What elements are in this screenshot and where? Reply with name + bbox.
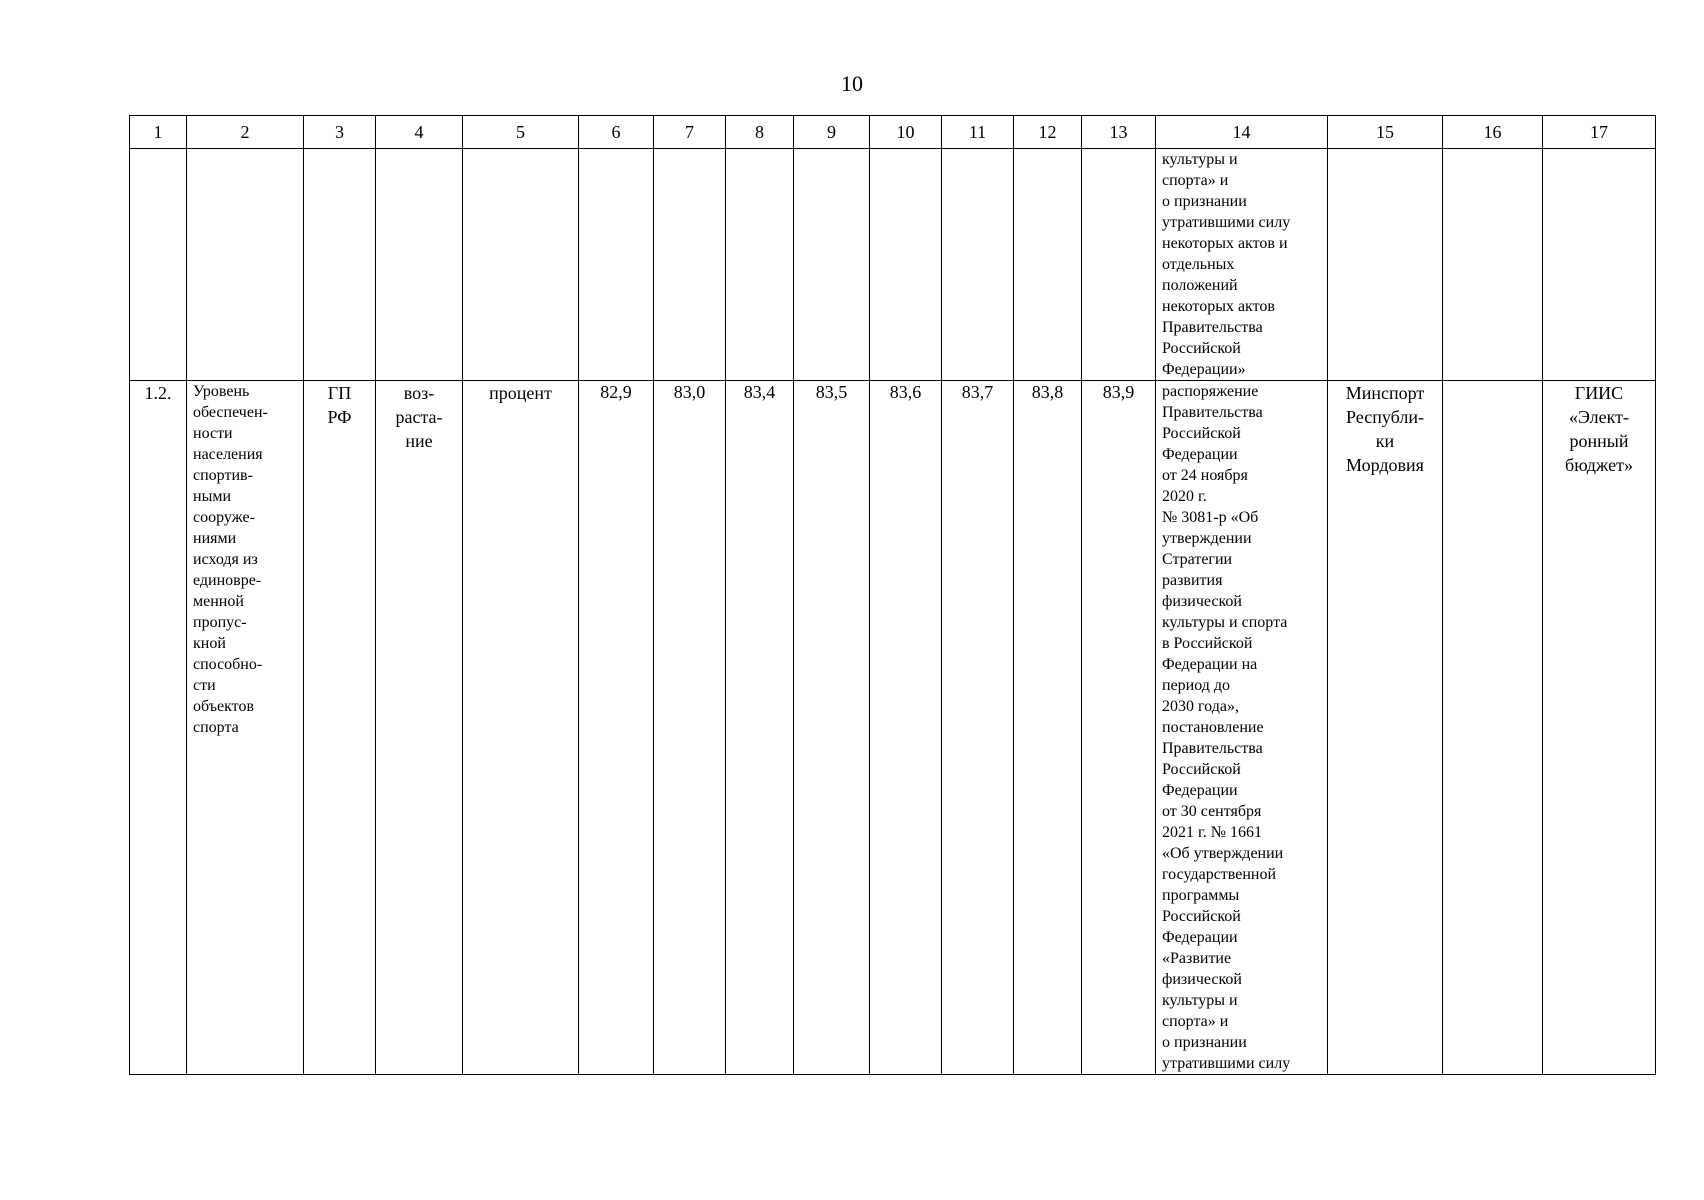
cell-text-line: Российской [1162,761,1241,778]
column-number: 14 [1156,116,1328,149]
cell-text-line: менной [193,593,244,610]
cell-text-line: населения [193,446,263,463]
empty-cell [1328,149,1443,381]
cell-text-line: в Российской [1162,635,1253,652]
column-number: 2 [187,116,304,149]
indicator-name-cell [187,381,304,1075]
value-cell: 83,9 [1082,381,1156,1075]
cell-text-line: Правительства [1162,319,1263,336]
column-number: 3 [304,116,376,149]
cell-text-line: положений [1162,277,1238,294]
cell-text-line: утверждении [1162,530,1252,547]
empty-cell [794,149,870,381]
column-number: 11 [942,116,1014,149]
cell-text-line: сти [193,677,216,694]
information-system-cell [1543,381,1656,1075]
cell-text-line: ности [193,425,233,442]
indicator-level-cell [304,381,376,1075]
value-cell: 83,5 [794,381,870,1075]
cell-text-line: ными [193,488,231,505]
cell-text-line: Мордовия [1346,455,1424,475]
cell-text-line: «Элект- [1569,407,1629,427]
value-cell: 83,6 [870,381,942,1075]
column-number-row [130,116,1656,149]
empty-cell [654,149,726,381]
cell-text-line: распоряжение [1162,383,1259,400]
cell-text-line: Федерации» [1162,361,1246,378]
empty-cell [726,149,794,381]
cell-text-line: спорта» и [1162,1013,1229,1030]
cell-text-line: период до [1162,677,1231,694]
empty-cell [1443,149,1543,381]
cell-text-line: единовре- [193,572,262,589]
column-number: 13 [1082,116,1156,149]
cell-text-line: Правительства [1162,404,1263,421]
cell-text-line: № 3081-р «Об [1162,509,1259,526]
cell-text-line: РФ [327,407,352,427]
empty-cell [942,149,1014,381]
cell-text-line: Федерации [1162,782,1238,799]
cell-text-line: Федерации [1162,446,1238,463]
cell-text-line: обеспечен- [193,404,268,421]
empty-cell [1082,149,1156,381]
unit-cell: процент [463,381,579,1075]
table-row-continuation [130,149,1656,381]
indicator-trend-cell [376,381,463,1075]
cell-text-line: спорта» и [1162,172,1229,189]
cell-text-line: утратившими силу [1162,1055,1291,1072]
cell-text-line: ронный [1569,431,1629,451]
cell-text-line: Минспорт [1345,383,1425,403]
column-number: 4 [376,116,463,149]
empty-cell [1543,149,1656,381]
column-number: 1 [130,116,187,149]
cell-text-line: Российской [1162,425,1241,442]
cell-text-line: Стратегии [1162,551,1233,568]
cell-text-line: развития [1162,572,1223,589]
cell-text-line: 2021 г. № 1661 [1162,824,1263,841]
value-cell: 83,0 [654,381,726,1075]
cell-text-line: пропус- [193,614,247,631]
cell-text-line: утратившими силу [1162,214,1291,231]
empty-cell [870,149,942,381]
cell-text-line: от 30 сентября [1162,803,1262,820]
empty-cell [130,149,187,381]
responsible-cell [1328,381,1443,1075]
column-number: 6 [579,116,654,149]
cell-text-line: исходя из [193,551,258,568]
cell-text-line: от 24 ноября [1162,467,1248,484]
page-number: 10 [841,71,863,96]
cell-text-line: Российской [1162,908,1241,925]
cell-text-line: культуры и [1162,151,1238,168]
cell-text-line: спортив- [193,467,253,484]
empty-cell [376,149,463,381]
cell-text-line: Республи- [1346,407,1424,427]
column-number: 7 [654,116,726,149]
cell-text-line: ки [1375,431,1395,451]
cell-text-line: культуры и [1162,992,1238,1009]
cell-text-line: программы [1162,887,1240,904]
cell-text-line: воз- [403,383,435,403]
empty-cell [579,149,654,381]
empty-cell [187,149,304,381]
cell-text-line: бюджет» [1565,455,1633,475]
cell-text-line: кной [193,635,226,652]
column-number: 15 [1328,116,1443,149]
column-number: 16 [1443,116,1543,149]
cell-text-line: некоторых актов [1162,298,1275,315]
column-number: 10 [870,116,942,149]
empty-cell [1443,381,1543,1075]
value-cell: 83,7 [942,381,1014,1075]
row-number-cell: 1.2. [130,381,187,1075]
table-row-1-2 [130,381,1656,1075]
cell-text-line: спорта [193,719,239,736]
column-number: 17 [1543,116,1656,149]
cell-text-line: отдельных [1162,256,1235,273]
indicators-table [129,115,1656,1075]
legal-basis-continuation-cell [1156,149,1328,381]
cell-text-line: Федерации [1162,929,1238,946]
cell-text-line: о признании [1162,1034,1247,1051]
column-number: 12 [1014,116,1082,149]
cell-text-line: ГИИС [1574,383,1624,403]
value-cell: 83,8 [1014,381,1082,1075]
cell-text-line: «Об утверждении [1162,845,1284,862]
cell-text-line: Федерации на [1162,656,1258,673]
cell-text-line: сооруже- [193,509,255,526]
cell-text-line: постановление [1162,719,1264,736]
cell-text-line: раста- [395,407,443,427]
cell-text-line: Правительства [1162,740,1263,757]
cell-text-line: объектов [193,698,255,715]
cell-text-line: физической [1162,971,1242,988]
cell-text-line: 2030 года», [1162,698,1239,715]
cell-text-line: ние [405,431,433,451]
cell-text-line: культуры и спорта [1162,614,1288,631]
cell-text-line: Уровень [193,383,250,400]
cell-text-line: Российской [1162,340,1241,357]
cell-text-line: ГП [327,383,352,403]
cell-text-line: о признании [1162,193,1247,210]
legal-basis-cell [1156,381,1328,1075]
cell-text-line: государственной [1162,866,1277,883]
cell-text-line: ниями [193,530,237,547]
cell-text-line: способно- [193,656,263,673]
cell-text-line: физической [1162,593,1242,610]
value-cell: 82,9 [579,381,654,1075]
column-number: 5 [463,116,579,149]
empty-cell [463,149,579,381]
column-number: 8 [726,116,794,149]
empty-cell [304,149,376,381]
value-cell: 83,4 [726,381,794,1075]
cell-text-line: 2020 г. [1162,488,1207,505]
column-number: 9 [794,116,870,149]
cell-text-line: «Развитие [1162,950,1232,967]
cell-text-line: некоторых актов и [1162,235,1288,252]
empty-cell [1014,149,1082,381]
